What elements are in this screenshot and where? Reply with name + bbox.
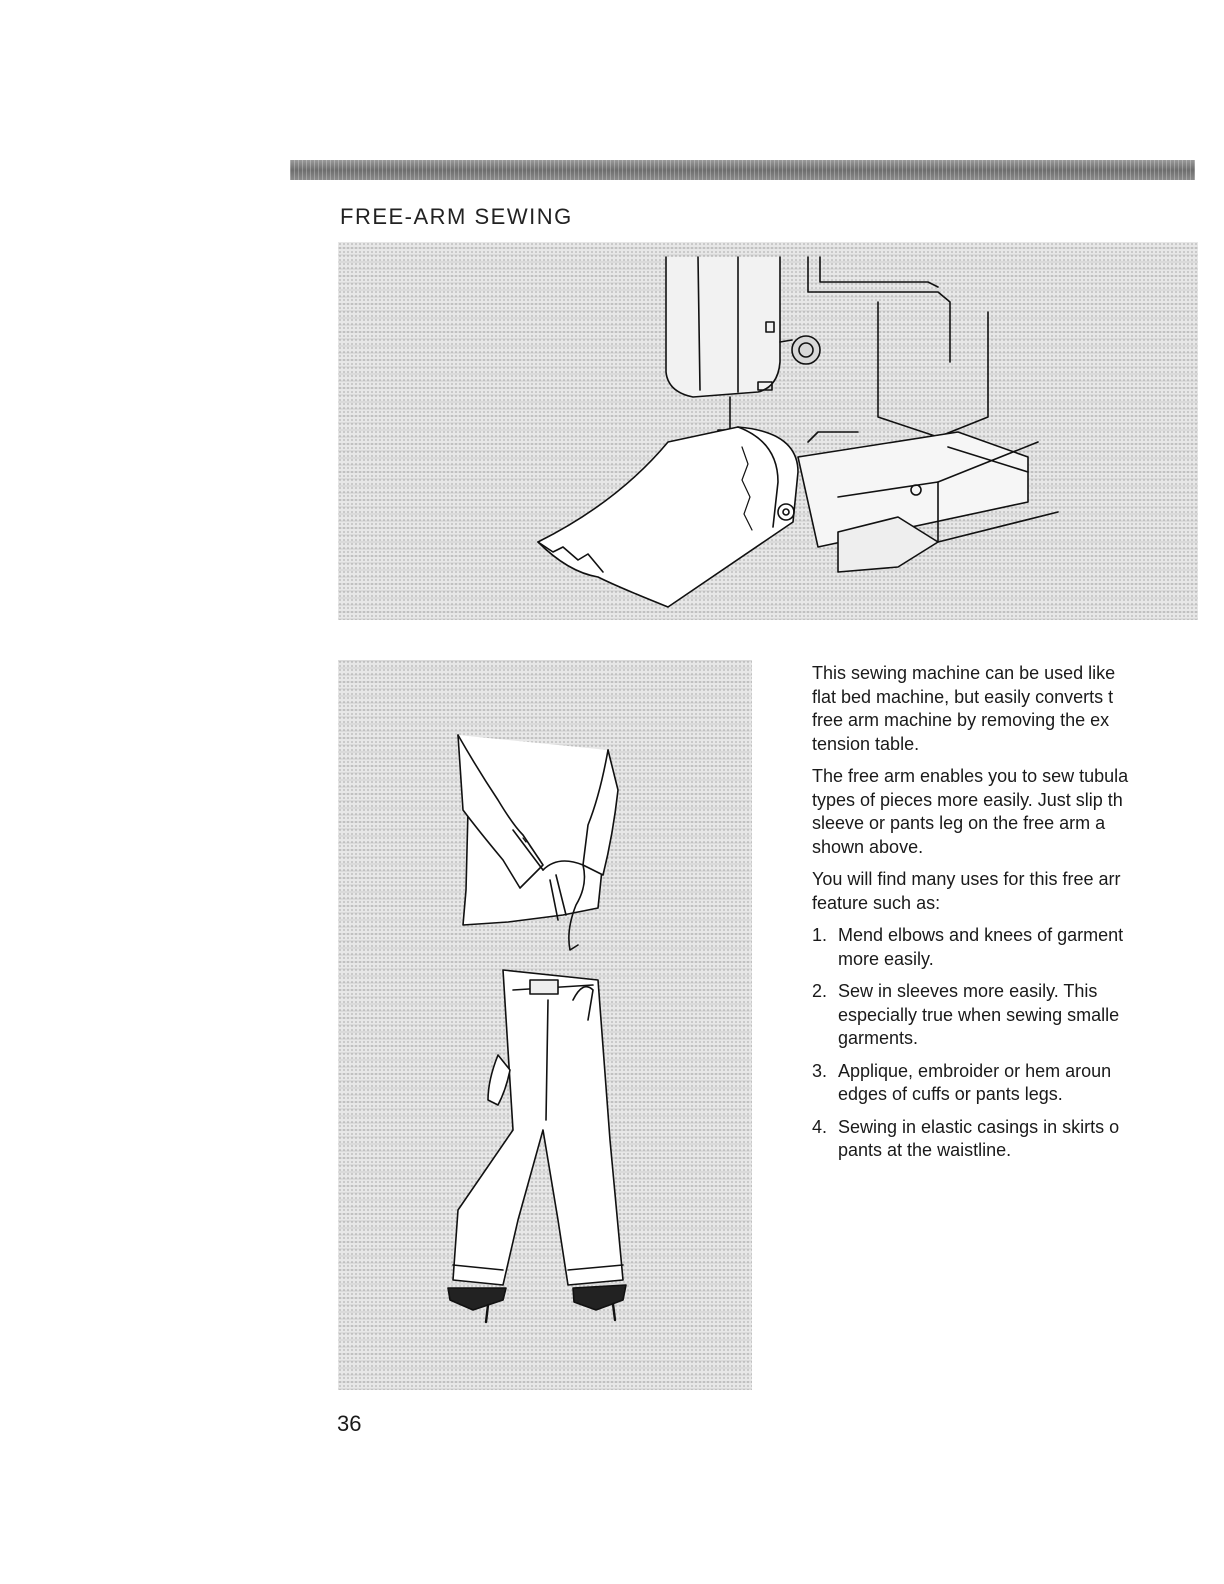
paragraph-intro [812, 662, 1208, 756]
text-line: Mend elbows and knees of garment [838, 925, 1124, 945]
list-item-number: 3. [812, 1060, 828, 1081]
list-item-number: 4. [812, 1116, 828, 1137]
text-line: pants at the waistline. [838, 1140, 1012, 1160]
uses-list [812, 924, 1208, 1163]
sewing-machine-free-arm-icon [338, 242, 1198, 620]
paragraph-free-arm [812, 765, 1208, 859]
text-line: garments. [838, 1028, 919, 1048]
text-line: tension table. [812, 733, 920, 754]
text-line: Sewing in elastic casings in skirts o [838, 1116, 1120, 1137]
text-line: especially true when sewing smalle [838, 1004, 1120, 1025]
text-line: more easily. [838, 948, 934, 969]
section-title: FREE-ARM SEWING [340, 204, 573, 229]
text-line: The free arm enables you to sew tubula [812, 766, 1129, 786]
body-text [812, 662, 1208, 1172]
header-rule [290, 160, 1195, 180]
list-item [812, 924, 1208, 971]
paragraph-uses [812, 868, 1208, 915]
text-line: feature such as: [812, 892, 941, 913]
text-line: free arm machine by removing the ex [812, 710, 1110, 730]
text-line: You will find many uses for this free arr [812, 869, 1121, 889]
text-line: Sew in sleeves more easily. This [838, 981, 1098, 1001]
list-item-number: 1. [812, 925, 828, 945]
text-line: flat bed machine, but easily converts t [812, 686, 1114, 707]
text-line: This sewing machine can be used like [812, 663, 1116, 683]
text-line: shown above. [812, 836, 924, 857]
garment-figure [338, 660, 752, 1390]
woman-in-blouse-and-flared-pants-icon [338, 660, 752, 1390]
list-item-number: 2. [812, 981, 828, 1001]
page-number: 36 [337, 1411, 362, 1436]
list-item [812, 1116, 1208, 1163]
text-line: edges of cuffs or pants legs. [838, 1084, 1063, 1104]
text-line: sleeve or pants leg on the free arm a [812, 813, 1106, 833]
list-item [812, 980, 1208, 1051]
text-line: types of pieces more easily. Just slip th [812, 789, 1123, 810]
text-line: Applique, embroider or hem aroun [838, 1060, 1112, 1081]
list-item [812, 1060, 1208, 1107]
sewing-machine-figure [338, 242, 1198, 620]
